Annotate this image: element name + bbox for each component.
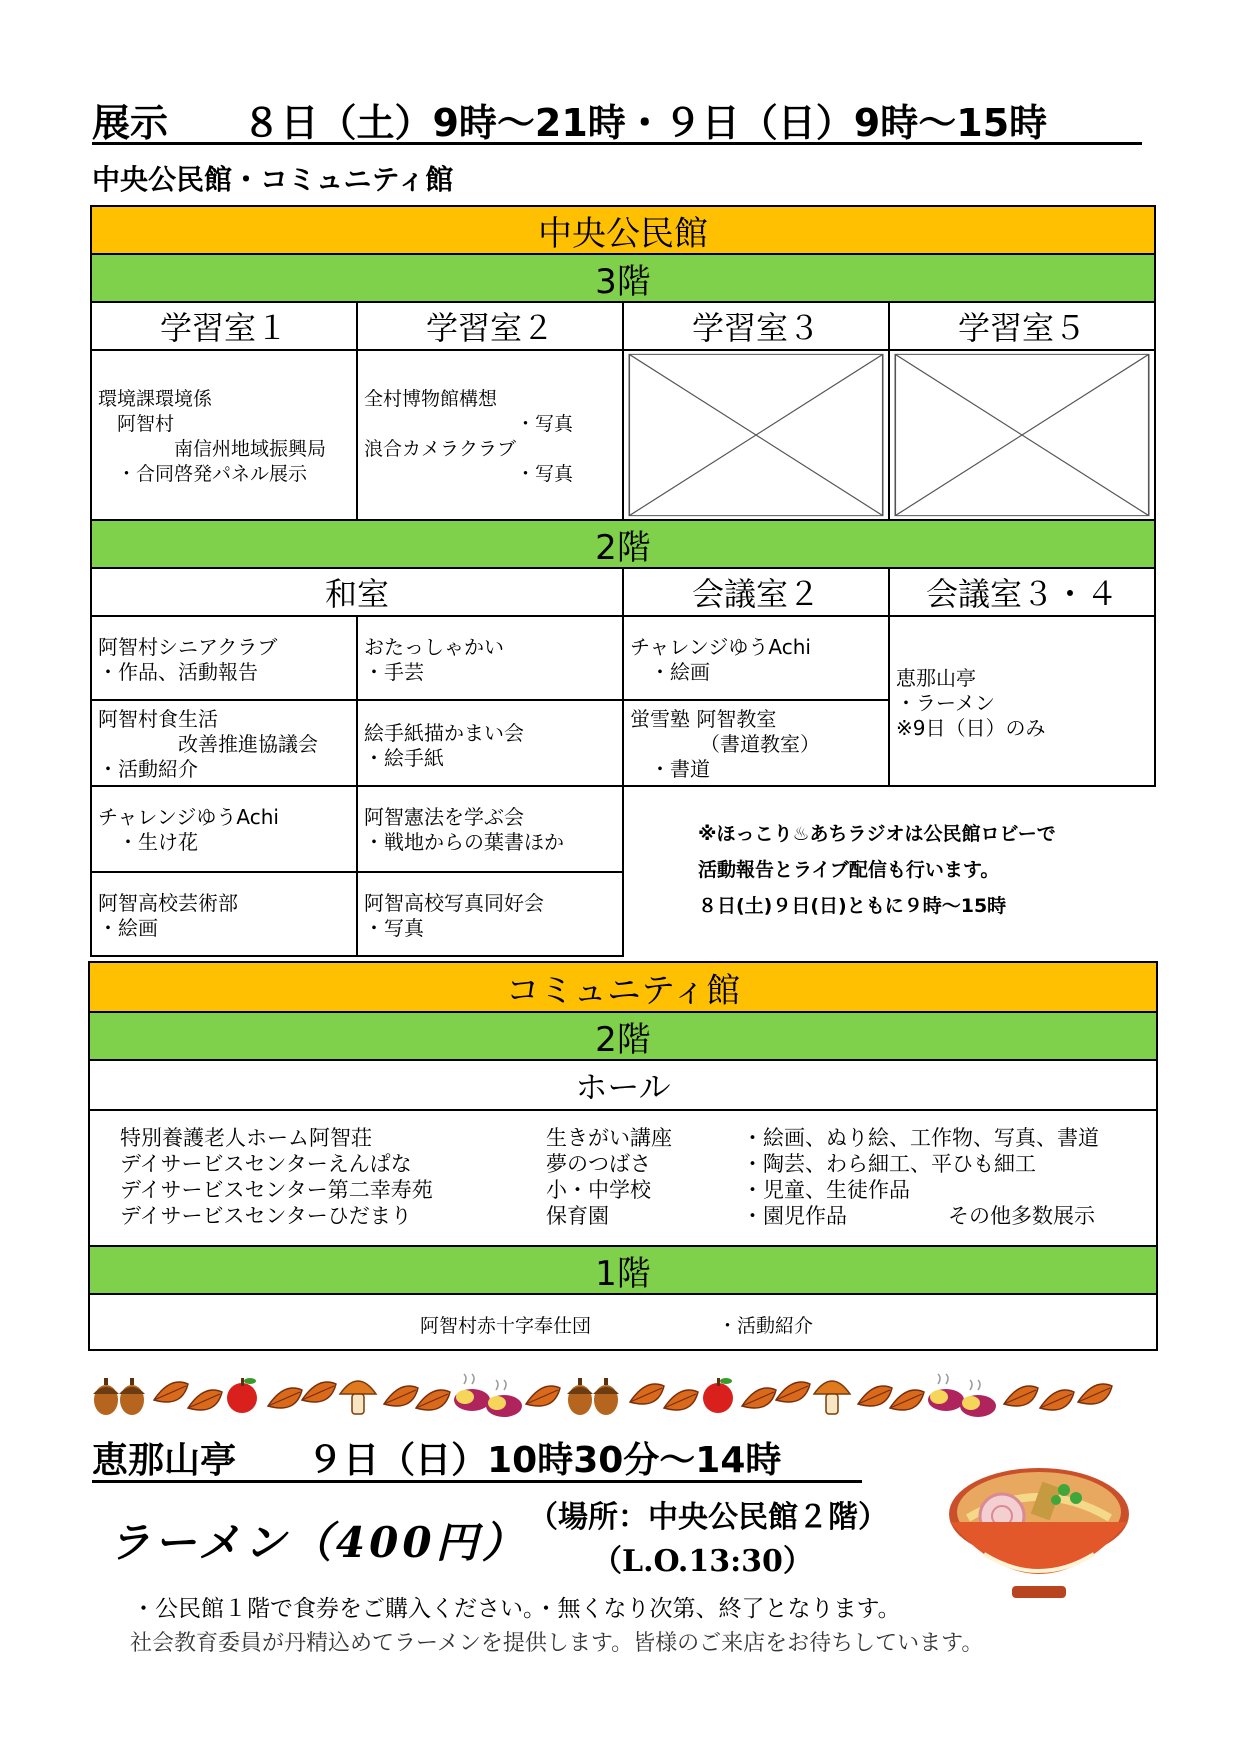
room2-content	[356, 349, 624, 521]
autumn-border	[92, 1362, 1132, 1420]
apple-icon	[227, 1378, 257, 1413]
hall-org: デイサービスセンターひだまり	[120, 1204, 412, 1228]
ramen-lastorder: （L.O.13:30）	[592, 1544, 813, 1579]
leaf-icon	[742, 1382, 810, 1408]
venues-subtitle: 中央公民館・コミュニティ館	[92, 163, 454, 196]
washitsu-text: 阿智憲法を学ぶ会 ・戦地からの葉書ほか	[364, 805, 564, 854]
floor1-org: 阿智村赤十字奉仕団	[420, 1315, 592, 1337]
room-gakushu1: 学習室１	[90, 301, 358, 351]
hall-content	[88, 1109, 1158, 1247]
hall-group: 小・中学校	[546, 1178, 651, 1202]
ramen-shop: 恵那山亭	[92, 1439, 237, 1481]
ramen-heading	[92, 1432, 862, 1483]
mushroom-icon	[814, 1381, 850, 1414]
ramen-bowl-icon	[944, 1456, 1134, 1606]
leaf-icon	[384, 1386, 450, 1410]
title-dates: ８日（土）9時〜21時・９日（日）9時〜15時	[242, 101, 1048, 145]
page-title	[92, 92, 1142, 145]
ramen-place: （場所：中央公民館２階）	[528, 1500, 888, 1535]
community-header: コミュニティ館	[88, 961, 1158, 1013]
ramen-name: ラーメン（400円）	[108, 1518, 528, 1567]
apple-icon	[703, 1378, 733, 1413]
hall-other: その他多数展示	[948, 1204, 1095, 1228]
room-washitsu: 和室	[90, 567, 624, 617]
washitsu-item-6	[356, 785, 624, 873]
mushroom-icon	[340, 1381, 376, 1414]
title-label: 展示	[92, 101, 169, 145]
washitsu-item-7	[90, 871, 358, 957]
hall-org: 特別養護老人ホーム阿智荘	[120, 1126, 372, 1150]
hall-item: ・園児作品	[742, 1204, 847, 1228]
kaigi2-item-1	[622, 615, 890, 701]
room3-empty	[622, 349, 890, 521]
kaigi2-text: 蛍雪塾 阿智教室 （書道教室） ・書道	[630, 707, 820, 781]
ramen-note-2: 社会教育委員が丹精込めてラーメンを提供します。皆様のご来店をお待ちしています。	[130, 1631, 984, 1656]
room1-content	[90, 349, 358, 521]
washitsu-item-8	[356, 871, 624, 957]
room5-empty	[888, 349, 1156, 521]
washitsu-text: 阿智高校芸術部 ・絵画	[98, 891, 238, 940]
leaf-icon	[1004, 1384, 1112, 1410]
kaigi34-item	[888, 615, 1156, 787]
radio-note-line: ※ほっこり♨あちラジオは公民館ロビーで	[698, 823, 1056, 845]
radio-note-line: 活動報告とライブ配信も行います。	[698, 859, 1000, 881]
room-kaigi2: 会議室２	[622, 567, 890, 617]
washitsu-text: おたっしゃかい ・手芸	[364, 635, 504, 684]
sweet-potato-icon	[928, 1374, 996, 1417]
radio-note-line: ８日(土)９日(日)ともに９時〜15時	[698, 895, 1007, 917]
hall-item: ・絵画、ぬり絵、工作物、写真、書道	[742, 1126, 1099, 1150]
community-floor2-header: 2階	[88, 1011, 1158, 1061]
leaf-icon	[526, 1386, 560, 1406]
washitsu-item-3	[90, 699, 358, 787]
sweet-potato-icon	[454, 1374, 522, 1417]
chuo-header: 中央公民館	[90, 205, 1156, 255]
kaigi34-text: 恵那山亭 ・ラーメン ※9日（日）のみ	[896, 665, 1046, 740]
ramen-datetime: ９日（日）10時30分〜14時	[307, 1440, 782, 1481]
washitsu-text: チャレンジゆうAchi ・生け花	[98, 805, 279, 854]
chuo-floor3-header: 3階	[90, 253, 1156, 303]
kaigi2-text: チャレンジゆうAchi ・絵画	[630, 635, 811, 684]
washitsu-item-4	[356, 699, 624, 787]
hall-group: 生きがい講座	[546, 1126, 672, 1150]
hall-col-orgs	[120, 1125, 433, 1229]
radio-note	[698, 816, 1056, 924]
washitsu-item-5	[90, 785, 358, 873]
leaf-icon	[154, 1382, 222, 1410]
room-kaigi34: 会議室３・４	[888, 567, 1156, 617]
hall-header: ホール	[88, 1059, 1158, 1111]
acorn-icon	[93, 1378, 145, 1415]
hall-group: 保育園	[546, 1204, 609, 1228]
washitsu-text: 阿智村食生活 改善推進協議会 ・活動紹介	[98, 707, 318, 781]
hall-org: デイサービスセンター第二幸寿苑	[120, 1178, 433, 1202]
hall-item: ・児童、生徒作品	[742, 1178, 910, 1202]
washitsu-item-2	[356, 615, 624, 701]
chuo-floor2-header: 2階	[90, 519, 1156, 569]
hall-org: デイサービスセンターえんぱな	[120, 1152, 412, 1176]
room-gakushu5: 学習室５	[888, 301, 1156, 351]
leaf-icon	[858, 1386, 924, 1410]
room-gakushu2: 学習室２	[356, 301, 624, 351]
room1-text: 環境課環境係 阿智村 南信州地域振興局 ・合同啓発パネル展示	[98, 388, 327, 485]
room2-text: 全村博物館構想 ・写真 浪合カメラクラブ ・写真	[364, 388, 574, 485]
leaf-icon	[268, 1382, 336, 1408]
washitsu-text: 阿智高校写真同好会 ・写真	[364, 891, 544, 940]
hall-item: ・陶芸、わら細工、平ひも細工	[742, 1152, 1036, 1176]
hall-col-groups	[546, 1125, 672, 1229]
washitsu-text: 阿智村シニアクラブ ・作品、活動報告	[98, 635, 278, 684]
leaf-icon	[630, 1384, 698, 1410]
floor1-content	[88, 1293, 1158, 1351]
washitsu-item-1	[90, 615, 358, 701]
room-gakushu3: 学習室３	[622, 301, 890, 351]
kaigi2-item-2	[622, 699, 890, 787]
community-floor1-header: 1階	[88, 1245, 1158, 1295]
floor1-item: ・活動紹介	[718, 1315, 814, 1337]
acorn-icon	[567, 1378, 619, 1415]
ramen-note-1: ・公民館１階で食券をご購入ください。・無くなり次第、終了となります。	[132, 1596, 901, 1622]
hall-group: 夢のつばさ	[546, 1152, 651, 1176]
washitsu-text: 絵手紙描かまい会 ・絵手紙	[364, 721, 524, 770]
